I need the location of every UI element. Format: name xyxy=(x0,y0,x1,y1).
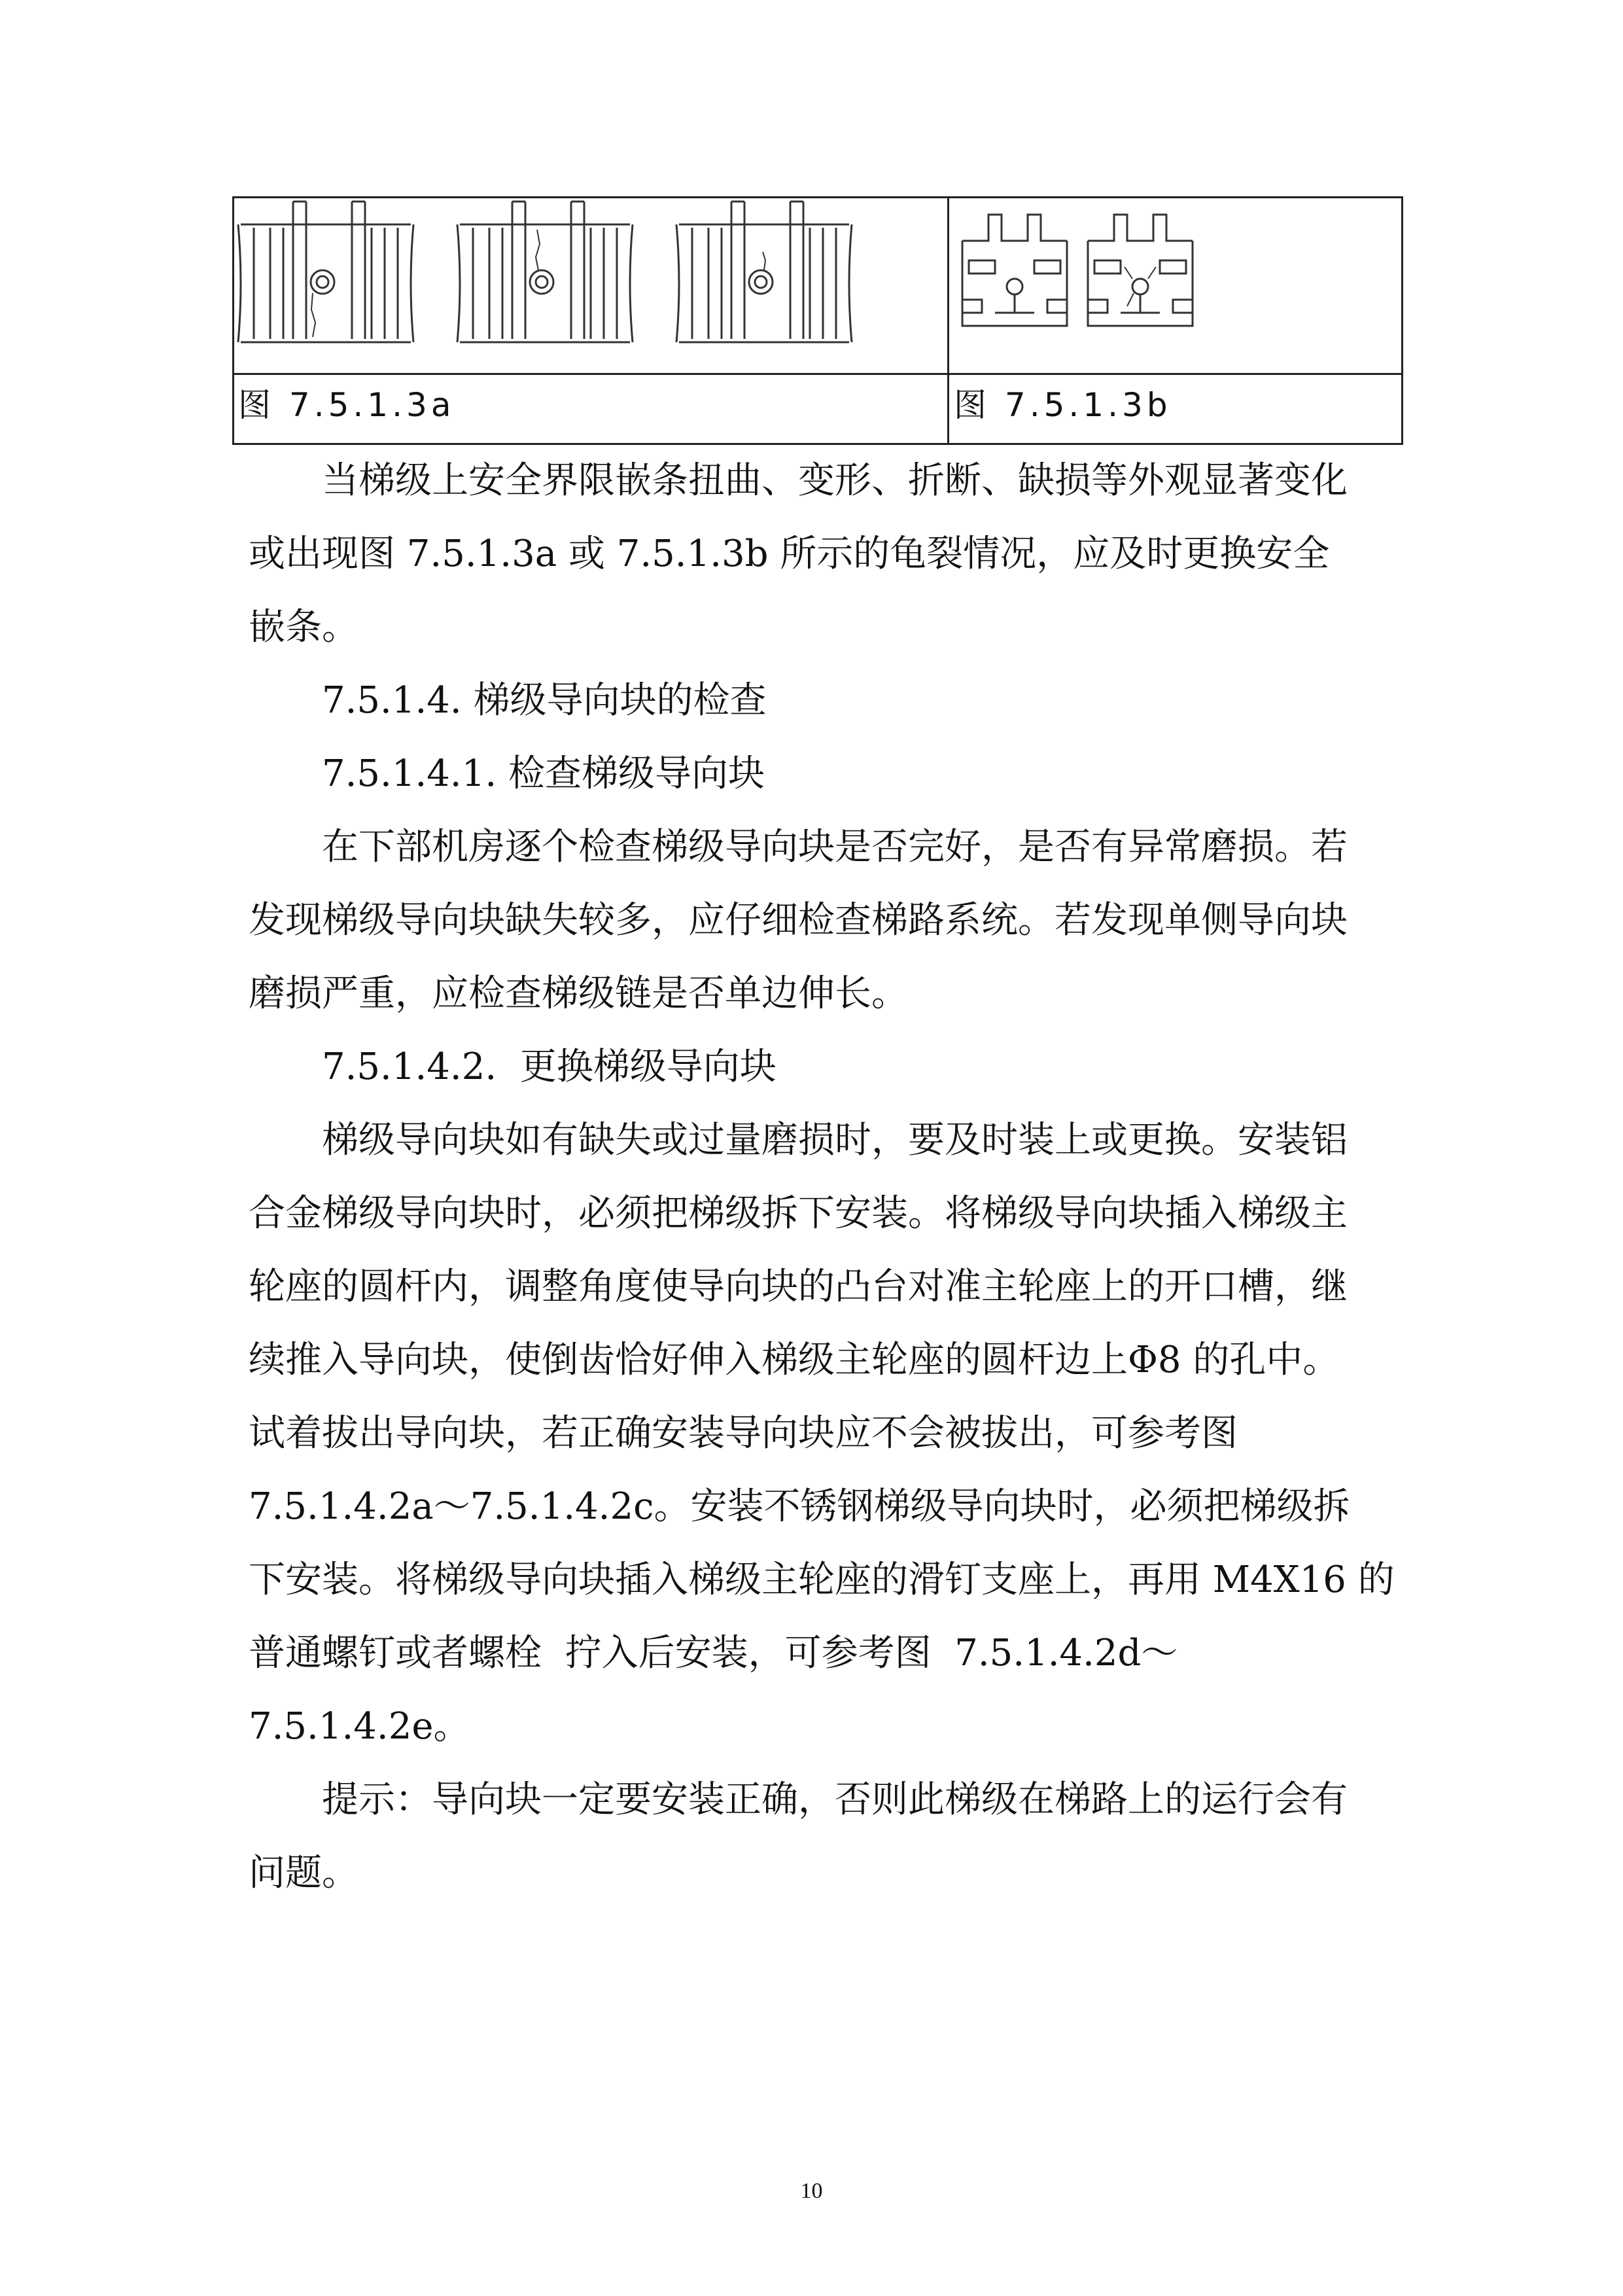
paragraph-3-line-9: 7.5.1.4.2e。 xyxy=(249,1705,470,1748)
paragraph-1-line-3: 嵌条。 xyxy=(249,606,358,648)
paragraph-1-line-1: 当梯级上安全界限嵌条扭曲、变形、折断、缺损等外观显著变化 xyxy=(322,459,1348,502)
paragraph-2-line-1: 在下部机房逐个检查梯级导向块是否完好，是否有异常磨损。若 xyxy=(322,826,1348,868)
table-divider-vertical xyxy=(947,198,949,443)
figure-7-5-1-3b-drawing xyxy=(951,198,1402,372)
figure-7-5-1-3a-drawing xyxy=(234,198,946,372)
paragraph-1-line-2: 或出现图 7.5.1.3a 或 7.5.1.3b 所示的龟裂情况，应及时更换安全 xyxy=(249,533,1330,575)
caption-figure-7-5-1-3b: 图 7.5.1.3b xyxy=(954,386,1172,424)
paragraph-3-line-2: 合金梯级导向块时，必须把梯级拆下安装。将梯级导向块插入梯级主 xyxy=(249,1192,1348,1235)
paragraph-3-line-6: 7.5.1.4.2a～7.5.1.4.2c。安装不锈钢梯级导向块时，必须把梯级拆 xyxy=(249,1485,1350,1528)
table-divider-horizontal xyxy=(234,373,1401,375)
paragraph-3-line-1: 梯级导向块如有缺失或过量磨损时，要及时装上或更换。安装铝 xyxy=(322,1119,1348,1161)
paragraph-3-line-3: 轮座的圆杆内，调整角度使导向块的凸台对准主轮座上的开口槽，继 xyxy=(249,1265,1348,1308)
paragraph-2-line-2: 发现梯级导向块缺失较多，应仔细检查梯路系统。若发现单侧导向块 xyxy=(249,899,1348,942)
paragraph-3-line-8: 普通螺钉或者螺栓 拧入后安装，可参考图 7.5.1.4.2d～ xyxy=(249,1632,1178,1674)
figure-table xyxy=(232,196,1403,445)
section-heading-7-5-1-4-1: 7.5.1.4.1. 检查梯级导向块 xyxy=(322,752,765,795)
caption-figure-7-5-1-3a: 图 7.5.1.3a xyxy=(238,386,455,424)
paragraph-3-line-4: 续推入导向块，使倒齿恰好伸入梯级主轮座的圆杆边上Φ8 的孔中。 xyxy=(249,1339,1340,1381)
section-heading-7-5-1-4: 7.5.1.4. 梯级导向块的检查 xyxy=(322,679,767,722)
paragraph-4-line-2: 问题。 xyxy=(249,1852,358,1894)
paragraph-2-line-3: 磨损严重，应检查梯级链是否单边伸长。 xyxy=(249,972,908,1015)
page-number: 10 xyxy=(800,2179,823,2203)
paragraph-4-line-1: 提示：导向块一定要安装正确，否则此梯级在梯路上的运行会有 xyxy=(322,1778,1348,1821)
section-heading-7-5-1-4-2: 7.5.1.4.2. 更换梯级导向块 xyxy=(322,1046,777,1088)
paragraph-3-line-7: 下安装。将梯级导向块插入梯级主轮座的滑钉支座上，再用 M4X16 的 xyxy=(249,1559,1395,1601)
paragraph-3-line-5: 试着拔出导向块，若正确安装导向块应不会被拔出，可参考图 xyxy=(249,1412,1238,1455)
